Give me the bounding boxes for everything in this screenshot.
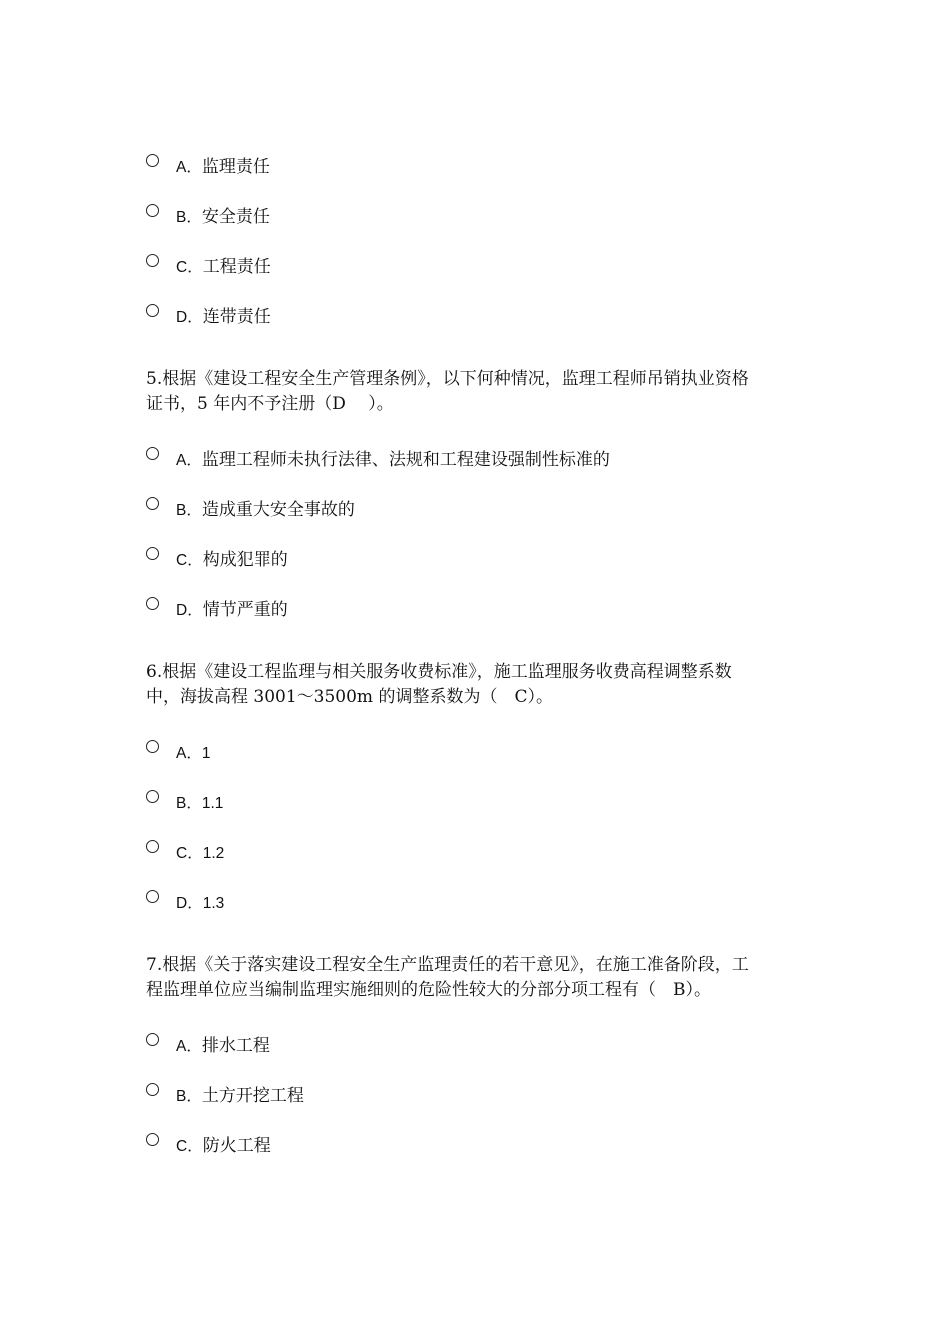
option-letter: A． (176, 1038, 202, 1055)
option-letter: B． (176, 1088, 202, 1105)
option-letter: D． (176, 895, 203, 912)
radio-button[interactable] (146, 1033, 159, 1046)
option-label: 1.3 (202, 895, 225, 912)
question-text-line: 5.根据《建设工程安全生产管理条例》，以下何种情况，监理工程师吊销执业资格 (146, 369, 749, 389)
option-label: 防火工程 (202, 1136, 271, 1156)
option-letter: B． (176, 209, 202, 226)
option-label: 1 (201, 745, 211, 762)
radio-button[interactable] (146, 204, 159, 217)
radio-button[interactable] (146, 840, 159, 853)
radio-button[interactable] (146, 1133, 159, 1146)
option-label: 情节严重的 (202, 600, 288, 620)
option-label: 造成重大安全事故的 (201, 500, 355, 520)
radio-button[interactable] (146, 304, 159, 317)
option-label: 工程责任 (202, 257, 271, 277)
option-label: 土方开挖工程 (201, 1086, 304, 1106)
option-label: 监理责任 (201, 157, 270, 177)
option-letter: D． (176, 309, 203, 326)
option-letter: B． (176, 502, 202, 519)
option-letter: A． (176, 159, 202, 176)
radio-button[interactable] (146, 497, 159, 510)
question-7 (146, 953, 816, 1003)
question-5 (146, 367, 816, 417)
question-text-line: 程监理单位应当编制监理实施细则的危险性较大的分部分项工程有（ B）。 (146, 980, 711, 1000)
option-letter: C． (176, 845, 203, 862)
option-letter: C． (176, 259, 203, 276)
question-text-line: 7.根据《关于落实建设工程安全生产监理责任的若干意见》，在施工准备阶段，工 (146, 955, 749, 975)
option-label: 连带责任 (202, 307, 271, 327)
question-text-line: 中，海拔高程 3001～3500m 的调整系数为（ C）。 (146, 687, 553, 707)
option-letter: A． (176, 745, 202, 762)
radio-button[interactable] (146, 254, 159, 267)
option-letter: C． (176, 1138, 203, 1155)
radio-button[interactable] (146, 890, 159, 903)
option-label: 构成犯罪的 (202, 550, 288, 570)
radio-button[interactable] (146, 597, 159, 610)
option-label: 1.2 (202, 845, 225, 862)
option-label: 安全责任 (201, 207, 270, 227)
radio-button[interactable] (146, 547, 159, 560)
radio-button[interactable] (146, 790, 159, 803)
option-letter: C． (176, 552, 203, 569)
option-label: 监理工程师未执行法律、法规和工程建设强制性标准的 (201, 450, 610, 470)
radio-button[interactable] (146, 447, 159, 460)
radio-button[interactable] (146, 1083, 159, 1096)
option-letter: A． (176, 452, 202, 469)
option-letter: B． (176, 795, 202, 812)
radio-button[interactable] (146, 154, 159, 167)
radio-button[interactable] (146, 740, 159, 753)
question-6 (146, 660, 816, 710)
option-label: 排水工程 (201, 1036, 270, 1056)
question-text-line: 6.根据《建设工程监理与相关服务收费标准》，施工监理服务收费高程调整系数 (146, 662, 732, 682)
option-label: 1.1 (201, 795, 224, 812)
question-text-line: 证书，5 年内不予注册（D ）。 (146, 394, 394, 414)
option-letter: D． (176, 602, 203, 619)
